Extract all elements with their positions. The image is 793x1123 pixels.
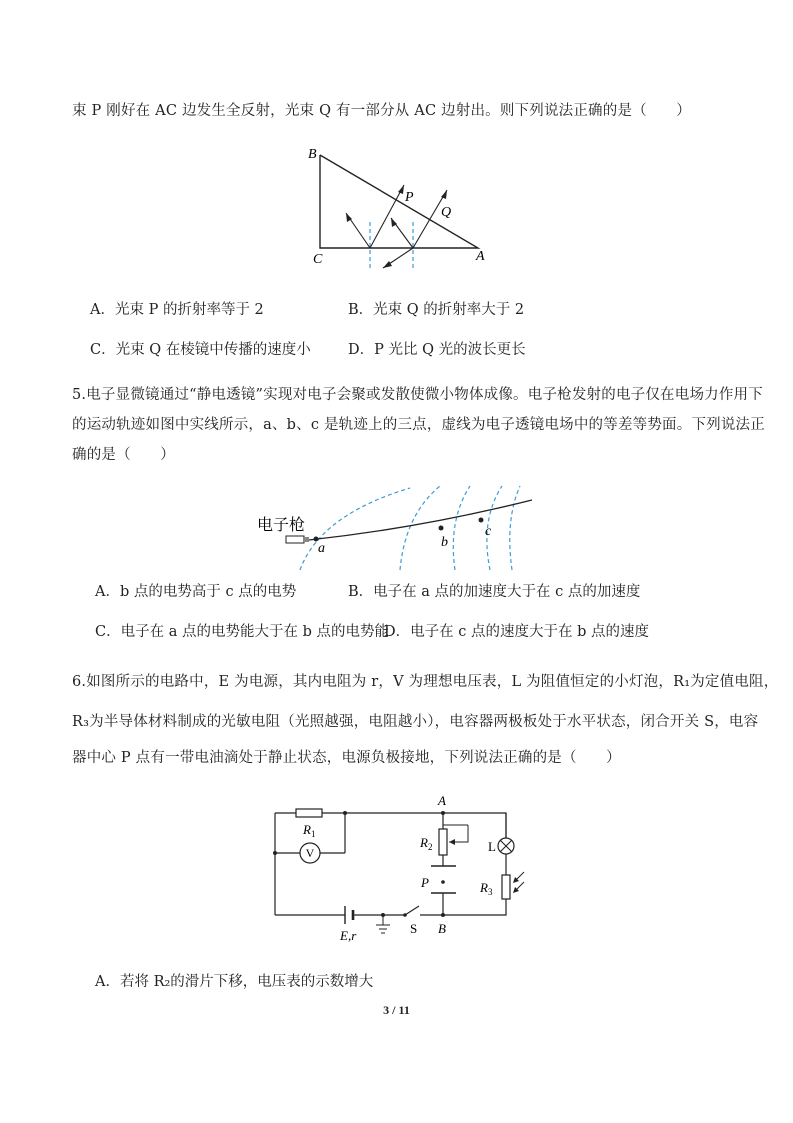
label-a: a (318, 541, 325, 556)
label-C: C (313, 252, 323, 267)
label-L: L (488, 839, 496, 854)
label-R2-sub: 2 (427, 842, 433, 852)
q5-option-b: B．电子在 a 点的加速度大于在 c 点的加速度 (348, 584, 641, 600)
q5-stem-line-2: 的运动轨迹如图中实线所示，a、b、c 是轨迹上的三点，虚线为电子透镜电场中的等差等势面。下列说法正 (72, 417, 765, 433)
q5-stem-line-3: 确的是（ ） (72, 447, 175, 463)
q4-option-a: A．光束 P 的折射率等于 2 (90, 302, 264, 318)
q5-option-d: D．电子在 c 点的速度大于在 b 点的速度 (384, 624, 649, 640)
circuit-figure (260, 790, 530, 950)
q5-stem-line-1: 5.电子显微镜通过“静电透镜”实现对电子会聚或发散使微小物体成像。电子枪发射的电子仅在电场力作用下 (72, 387, 763, 403)
label-P: P (405, 190, 414, 205)
label-P: P (421, 875, 429, 890)
q4-option-d: D．P 光比 Q 光的波长更长 (348, 342, 526, 358)
electron-lens-figure (250, 478, 550, 578)
label-A: A (476, 249, 485, 264)
q4-option-c: C．光束 Q 在棱镜中传播的速度小 (90, 342, 311, 358)
q6-stem-line-1: 6.如图所示的电路中，E 为电源，其内电阻为 r，V 为理想电压表，L 为阻值恒定的小灯泡，R₁为定值电阻， (72, 674, 779, 690)
label-R3-sub: 3 (487, 887, 493, 897)
label-R3: R (480, 880, 488, 895)
q5-option-a: A．b 点的电势高于 c 点的电势 (95, 584, 297, 600)
label-B: B (308, 147, 317, 162)
q5-option-c: C．电子在 a 点的电势能大于在 b 点的电势能 (95, 624, 389, 640)
label-b: b (441, 535, 448, 550)
label-B: B (438, 921, 446, 936)
q4-option-b: B．光束 Q 的折射率大于 2 (348, 302, 525, 318)
label-R1: R (303, 822, 311, 837)
q6-stem-line-3: 器中心 P 点有一带电油滴处于静止状态，电源负极接地，下列说法正确的是（ ） (72, 750, 621, 766)
label-Q: Q (441, 205, 452, 220)
svg-text:R2 (419, 835, 432, 852)
svg-text:R1 (302, 822, 315, 839)
page-number: 3 / 11 (383, 1003, 410, 1017)
label-R2: R (420, 835, 428, 850)
label-gun: 电子枪 (257, 517, 306, 534)
label-V: V (305, 846, 315, 860)
label-R1-sub: 1 (310, 829, 316, 839)
label-c: c (485, 524, 492, 539)
q4-stem-tail: 束 P 刚好在 AC 边发生全反射，光束 Q 有一部分从 AC 边射出。则下列说法正确的是（ ） (72, 103, 691, 119)
prism-figure (300, 140, 500, 270)
svg-text:R3 (479, 880, 493, 897)
q6-option-a: A．若将 R₂的滑片下移，电压表的示数增大 (95, 974, 374, 990)
label-Er: E,r (340, 928, 357, 943)
q6-stem-line-2: R₃为半导体材料制成的光敏电阻（光照越强，电阻越小），电容器两极板处于水平状态，闭合开关 S，电容 (72, 714, 759, 730)
label-A: A (438, 793, 446, 808)
label-S: S (410, 921, 418, 936)
